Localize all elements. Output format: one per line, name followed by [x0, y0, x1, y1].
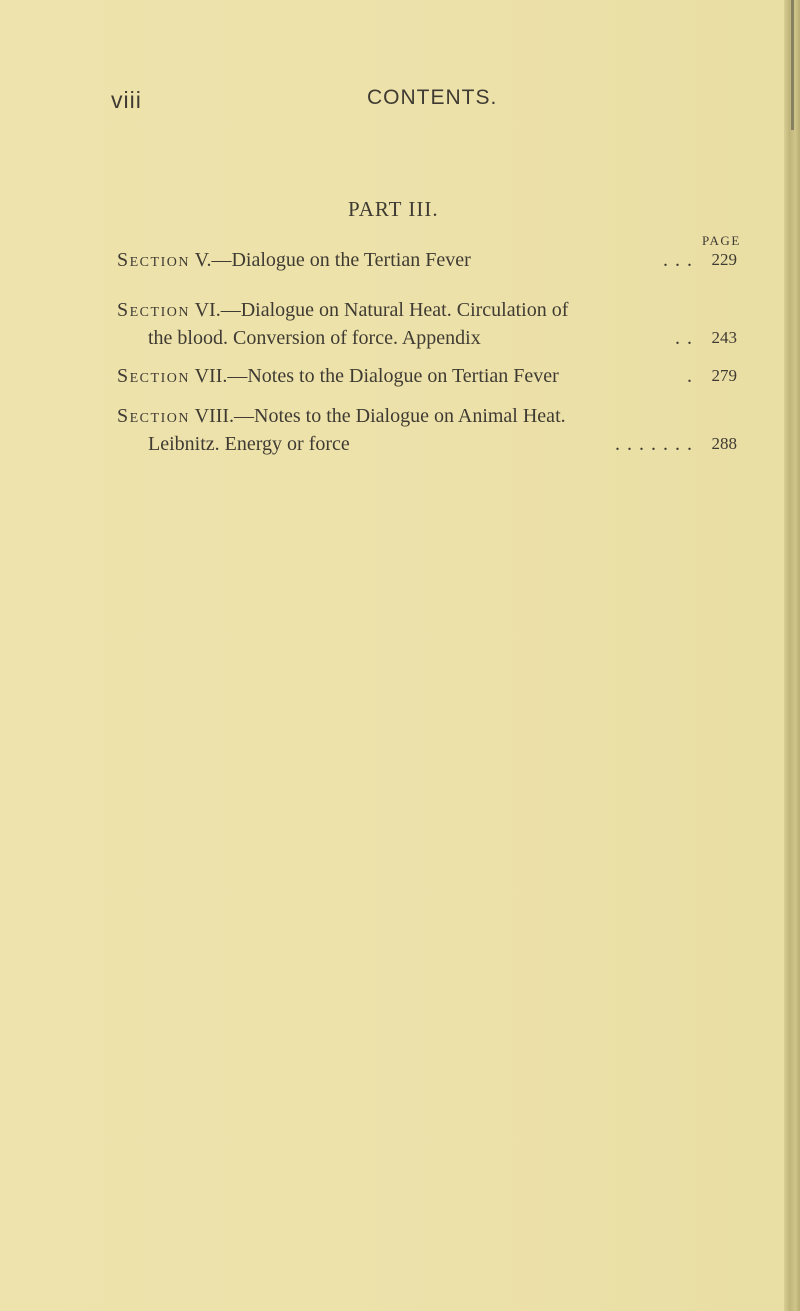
- page-edge-shadow: [791, 0, 794, 130]
- section-label: Section: [117, 405, 190, 427]
- dot-leaders: . . .: [663, 249, 693, 271]
- toc-line: [117, 402, 737, 430]
- toc-line: [117, 246, 737, 274]
- toc-entry-section-viii: [117, 402, 737, 458]
- dot-leaders: .: [687, 365, 693, 387]
- toc-entry-section-vi: [117, 296, 737, 352]
- section-label: Section: [117, 299, 190, 321]
- toc-entry-text: [117, 362, 687, 390]
- toc-line: [117, 324, 737, 352]
- entry-title: VII.—Notes to the Dialogue on Tertian Fever: [194, 365, 559, 387]
- toc-entry-text: [117, 402, 737, 430]
- page-number: viii: [111, 87, 142, 113]
- entry-title-continued: the blood. Conversion of force. Appendix: [148, 327, 481, 349]
- section-label: Section: [117, 365, 190, 387]
- dot-leaders: . .: [675, 327, 693, 349]
- part-title: PART III.: [348, 197, 439, 221]
- toc-entry-text: [117, 246, 663, 274]
- entry-title: V.—Dialogue on the Tertian Fever: [194, 249, 471, 271]
- page-ref: 229: [711, 250, 737, 269]
- page-ref: 288: [711, 434, 737, 453]
- page-column-label: PAGE: [702, 233, 741, 248]
- entry-title-continued: Leibnitz. Energy or force: [148, 433, 350, 455]
- toc-entry-section-v: [117, 246, 737, 274]
- toc-entry-section-vii: [117, 362, 737, 390]
- dot-leaders: . . . . . . .: [615, 433, 693, 455]
- toc-line: [117, 362, 737, 390]
- page-ref: 243: [711, 328, 737, 347]
- page-edge: [784, 0, 800, 1311]
- toc-line: [117, 296, 737, 324]
- page-ref: 279: [711, 366, 737, 385]
- toc-line: [117, 430, 737, 458]
- entry-title: VI.—Dialogue on Natural Heat. Circulation of: [194, 299, 569, 321]
- toc-entry-text: [117, 296, 737, 324]
- entry-title: VIII.—Notes to the Dialogue on Animal Heat.: [194, 405, 566, 427]
- running-head: CONTENTS.: [367, 86, 498, 109]
- section-label: Section: [117, 249, 190, 271]
